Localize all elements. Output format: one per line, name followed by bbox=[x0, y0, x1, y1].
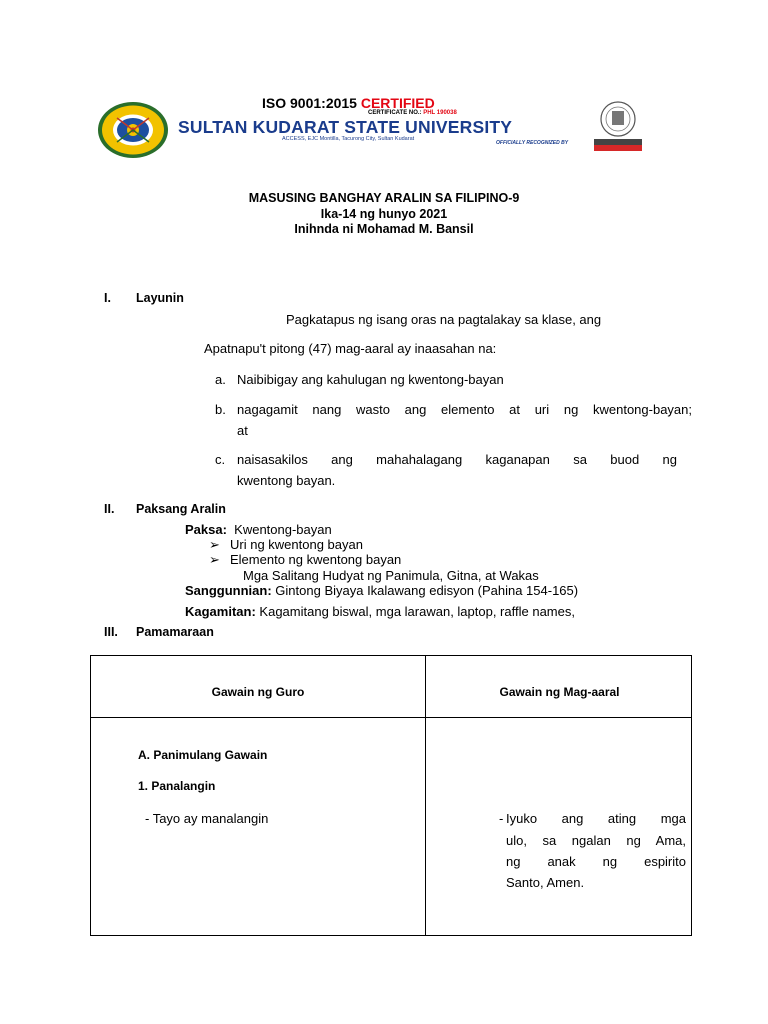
panalangin-heading: 1. Panalangin bbox=[138, 779, 216, 793]
teacher-prayer-line: - Tayo ay manalangin bbox=[145, 811, 269, 826]
university-name: SULTAN KUDARAT STATE UNIVERSITY bbox=[178, 117, 513, 137]
objective-c-text: naisasakilos ang mahahalagang kaganapan sa buod ng bbox=[237, 452, 677, 467]
cert-no-value: PHL 190038 bbox=[423, 110, 457, 116]
section-1-number: I. bbox=[104, 291, 111, 305]
table-header-guro: Gawain ng Guro bbox=[211, 685, 305, 699]
kagamitan-value: Kagamitang biswal, mga larawan, laptop, raffle names, bbox=[259, 604, 575, 619]
university-seal-logo bbox=[95, 100, 171, 160]
bullet-arrow-icon: ➢ bbox=[209, 552, 220, 567]
objective-b-text-cont: at bbox=[237, 423, 248, 438]
section-1-title: Layunin bbox=[136, 291, 184, 305]
topic-bullet-2: Elemento ng kwentong bayan bbox=[230, 552, 402, 567]
section-3-title: Pamamaraan bbox=[136, 625, 214, 639]
section-2-title: Paksang Aralin bbox=[136, 502, 226, 516]
certified-text: CERTIFIED bbox=[360, 95, 435, 111]
iso-text: ISO 9001:2015 bbox=[262, 95, 361, 111]
section-2-number: II. bbox=[104, 502, 115, 516]
student-dash: - bbox=[499, 811, 504, 826]
student-response-line2: ulo, sa ngalan ng Ama, bbox=[506, 833, 686, 848]
student-response-line3: ng anak ng espirito bbox=[506, 854, 686, 869]
certificate-number bbox=[368, 110, 457, 116]
cert-no-label: CERTIFICATE NO.: bbox=[368, 110, 424, 116]
table-header-mag-aaral: Gawain ng Mag-aaral bbox=[499, 685, 620, 699]
topic-sub-line: Mga Salitang Hudyat ng Panimula, Gitna, at Wakas bbox=[243, 568, 539, 583]
panimulang-gawain-heading: A. Panimulang Gawain bbox=[138, 748, 268, 762]
objective-b-text: nagagamit nang wasto ang elemento at uri ng kwentong-bayan; bbox=[237, 402, 692, 417]
iso-certification-line bbox=[262, 95, 435, 111]
paksa-label: Paksa: bbox=[185, 522, 227, 537]
university-address: ACCESS, EJC Montilla, Tacurong City, Sultan Kudarat bbox=[282, 136, 415, 142]
document-title: MASUSING BANGHAY ARALIN SA FILIPINO-9 bbox=[248, 191, 520, 205]
document-author: Inihnda ni Mohamad M. Bansil bbox=[294, 222, 474, 236]
objective-b-letter: b. bbox=[215, 402, 226, 417]
paksa-value: Kwentong-bayan bbox=[234, 522, 332, 537]
section-3-number: III. bbox=[104, 625, 118, 639]
paksa-line bbox=[185, 522, 332, 537]
objective-c-text-cont: kwentong bayan. bbox=[237, 473, 336, 488]
sanggunian-label: Sanggunnian: bbox=[185, 583, 272, 598]
objective-intro-line1: Pagkatapus ng isang oras na pagtalakay sa klase, ang bbox=[286, 312, 602, 327]
student-response-line4: Santo, Amen. bbox=[506, 875, 585, 890]
officially-recognized-text: OFFICIALLY RECOGNIZED BY bbox=[496, 140, 569, 146]
objective-a-text: Naibibigay ang kahulugan ng kwentong-bayan bbox=[237, 372, 504, 387]
kagamitan-line bbox=[185, 604, 575, 619]
sanggunian-value: Gintong Biyaya Ikalawang edisyon (Pahina 154-165) bbox=[275, 583, 579, 598]
table-header-divider bbox=[91, 717, 691, 718]
sanggunian-line bbox=[185, 583, 578, 598]
objective-c-letter: c. bbox=[215, 452, 226, 467]
pamamaraan-table bbox=[90, 655, 692, 936]
bureau-veritas-logo bbox=[592, 100, 644, 152]
document-date: Ika-14 ng hunyo 2021 bbox=[320, 207, 448, 221]
kagamitan-label: Kagamitan: bbox=[185, 604, 256, 619]
objective-intro-line2: Apatnapu't pitong (47) mag-aaral ay inaasahan na: bbox=[204, 341, 497, 356]
objective-a-letter: a. bbox=[215, 372, 226, 387]
topic-bullet-1: Uri ng kwentong bayan bbox=[230, 537, 363, 552]
student-response-line1: Iyuko ang ating mga bbox=[506, 811, 686, 826]
bullet-arrow-icon: ➢ bbox=[209, 537, 220, 552]
